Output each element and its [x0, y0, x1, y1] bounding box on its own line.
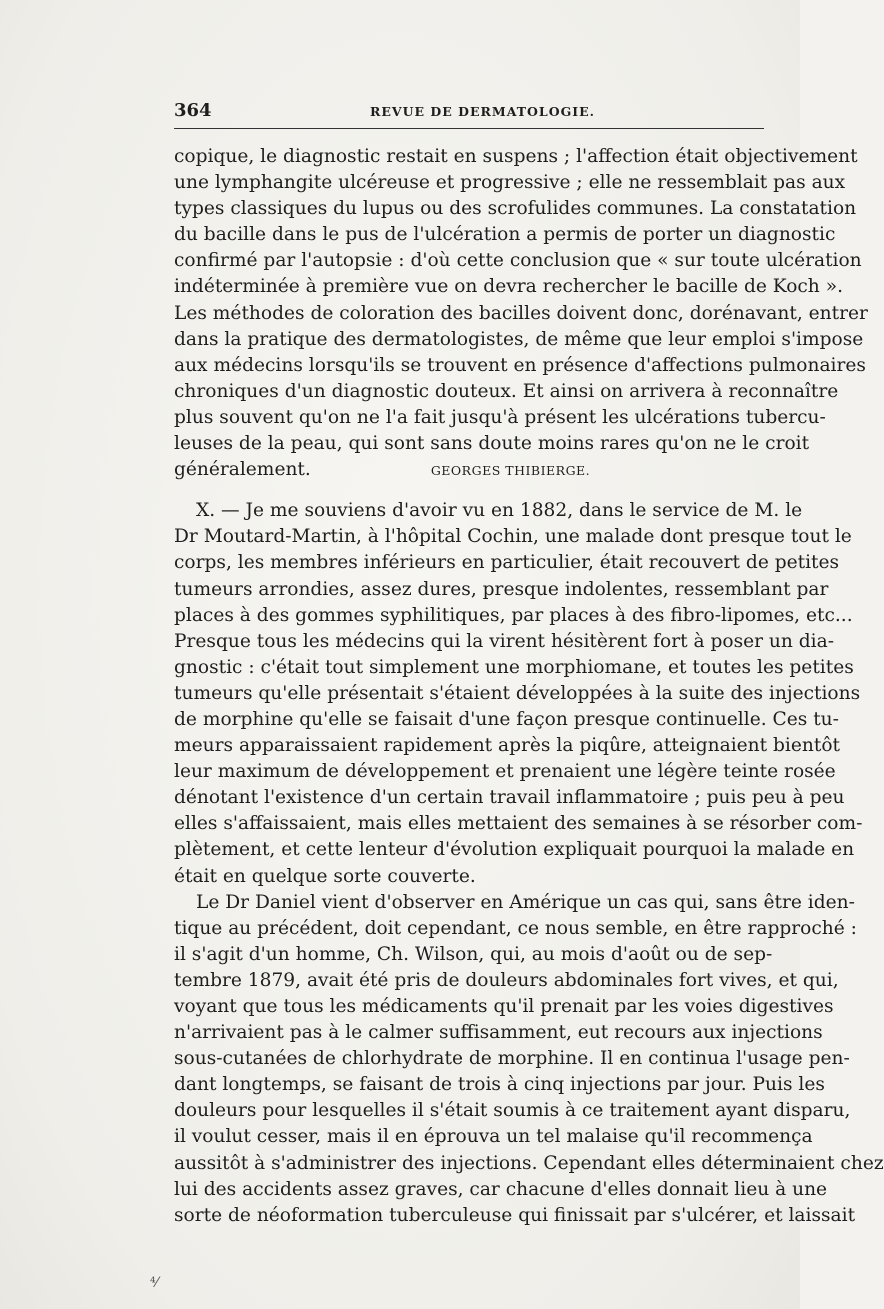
text-line: tembre 1879, avait été pris de douleurs abdominales fort vives, et qui,	[174, 969, 839, 991]
text-line: tumeurs arrondies, assez dures, presque indolentes, ressemblant par	[174, 578, 829, 600]
text-line: plètement, et cette lenteur d'évolution expliquait pourquoi la malade en	[174, 839, 855, 861]
text-line: généralement.	[174, 459, 311, 481]
text-line: de morphine qu'elle se faisait d'une façon presque continuelle. Ces tu-	[174, 708, 839, 730]
header-rule	[174, 128, 764, 129]
text-line: copique, le diagnostic restait en suspens ; l'affection était objectivement	[174, 146, 858, 167]
text-line: lui des accidents assez graves, car chacune d'elles donnait lieu à une	[174, 1178, 828, 1200]
text-line: Les méthodes de coloration des bacilles doivent donc, dorénavant, entrer	[174, 302, 868, 324]
text-line: une lymphangite ulcéreuse et progressive ; elle ne ressemblait pas aux	[174, 172, 846, 194]
text-line: aux médecins lorsqu'ils se trouvent en présence d'affections pulmonaires	[174, 354, 866, 376]
text-line: types classiques du lupus ou des scrofulides communes. La constatation	[174, 198, 857, 220]
text-line: sorte de néoformation tuberculeuse qui finissait par s'ulcérer, et laissait	[174, 1204, 856, 1226]
text-line: du bacille dans le pus de l'ulcération a permis de porter un diagnostic	[174, 224, 836, 246]
text-line: chroniques d'un diagnostic douteux. Et ainsi on arrivera à reconnaître	[174, 380, 839, 402]
text-line: était en quelque sorte couverte.	[174, 865, 476, 887]
text-line: places à des gommes syphilitiques, par places à des fibro-lipomes, etc...	[174, 604, 853, 626]
text-line: Dr Moutard-Martin, à l'hôpital Cochin, une malade dont presque tout le	[174, 526, 852, 548]
margin-mark: ⁴⁄	[150, 1275, 158, 1291]
text-line: tique au précédent, doit cependant, ce nous semble, en être rapproché :	[174, 917, 857, 939]
text-line: voyant que tous les médicaments qu'il prenait par les voies digestives	[174, 996, 834, 1017]
text-line: elles s'affaissaient, mais elles mettaient des semaines à se résorber com-	[174, 813, 863, 835]
text-line: Presque tous les médecins qui la virent hésitèrent fort à poser un dia-	[174, 630, 834, 652]
text-line: dans la pratique des dermatologistes, de même que leur emploi s'impose	[174, 328, 864, 350]
text-line: sous-cutanées de chlorhydrate de morphine. Il en continua l'usage pen-	[174, 1048, 850, 1070]
text-line: leuses de la peau, qui sont sans doute moins rares qu'on ne le croit	[174, 433, 810, 455]
body-text	[174, 144, 884, 1229]
text-line: gnostic : c'était tout simplement une morphiomane, et toutes les petites	[174, 656, 854, 678]
text-line: leur maximum de développement et prenaient une légère teinte rosée	[174, 761, 836, 783]
paragraph-3	[174, 890, 884, 1229]
text-line: indéterminée à première vue on devra rechercher le bacille de Koch ».	[174, 276, 843, 298]
closing-line	[174, 457, 766, 484]
text-line: dénotant l'existence d'un certain travail inflammatoire ; puis peu à peu	[174, 787, 845, 809]
paragraph-1	[174, 144, 868, 484]
text-line: dant longtemps, se faisant de trois à cinq injections par jour. Puis les	[174, 1074, 825, 1096]
text-line: meurs apparaissaient rapidement après la piqûre, atteignaient bientôt	[174, 735, 840, 757]
page-number: 364	[174, 100, 212, 121]
text-line: n'arrivaient pas à le calmer suffisamment, eut recours aux injections	[174, 1022, 823, 1044]
author-signature: GEORGES THIBIERGE.	[430, 463, 591, 479]
text-line: confirmé par l'autopsie : d'où cette conclusion que « sur toute ulcération	[174, 250, 862, 272]
text-line: corps, les membres inférieurs en particulier, était recouvert de petites	[174, 552, 840, 574]
text-line: il s'agit d'un homme, Ch. Wilson, qui, au mois d'août ou de sep-	[174, 943, 773, 965]
text-line: Le Dr Daniel vient d'observer en Amérique un cas qui, sans être iden-	[196, 891, 855, 913]
paragraph-2	[174, 498, 863, 889]
text-line: il voulut cesser, mais il en éprouva un tel malaise qu'il recommença	[174, 1126, 813, 1148]
text-line: douleurs pour lesquelles il s'était soumis à ce traitement ayant disparu,	[174, 1100, 851, 1122]
text-line: plus souvent qu'on ne l'a fait jusqu'à présent les ulcérations tubercu-	[174, 406, 826, 428]
text-line: X. — Je me souviens d'avoir vu en 1882, dans le service de M. le	[196, 500, 803, 522]
running-title: REVUE DE DERMATOLOGIE.	[370, 104, 595, 119]
text-line: tumeurs qu'elle présentait s'étaient développées à la suite des injections	[174, 682, 861, 704]
page-header	[174, 100, 764, 124]
text-line: aussitôt à s'administrer des injections. Cependant elles déterminaient chez	[174, 1152, 884, 1174]
